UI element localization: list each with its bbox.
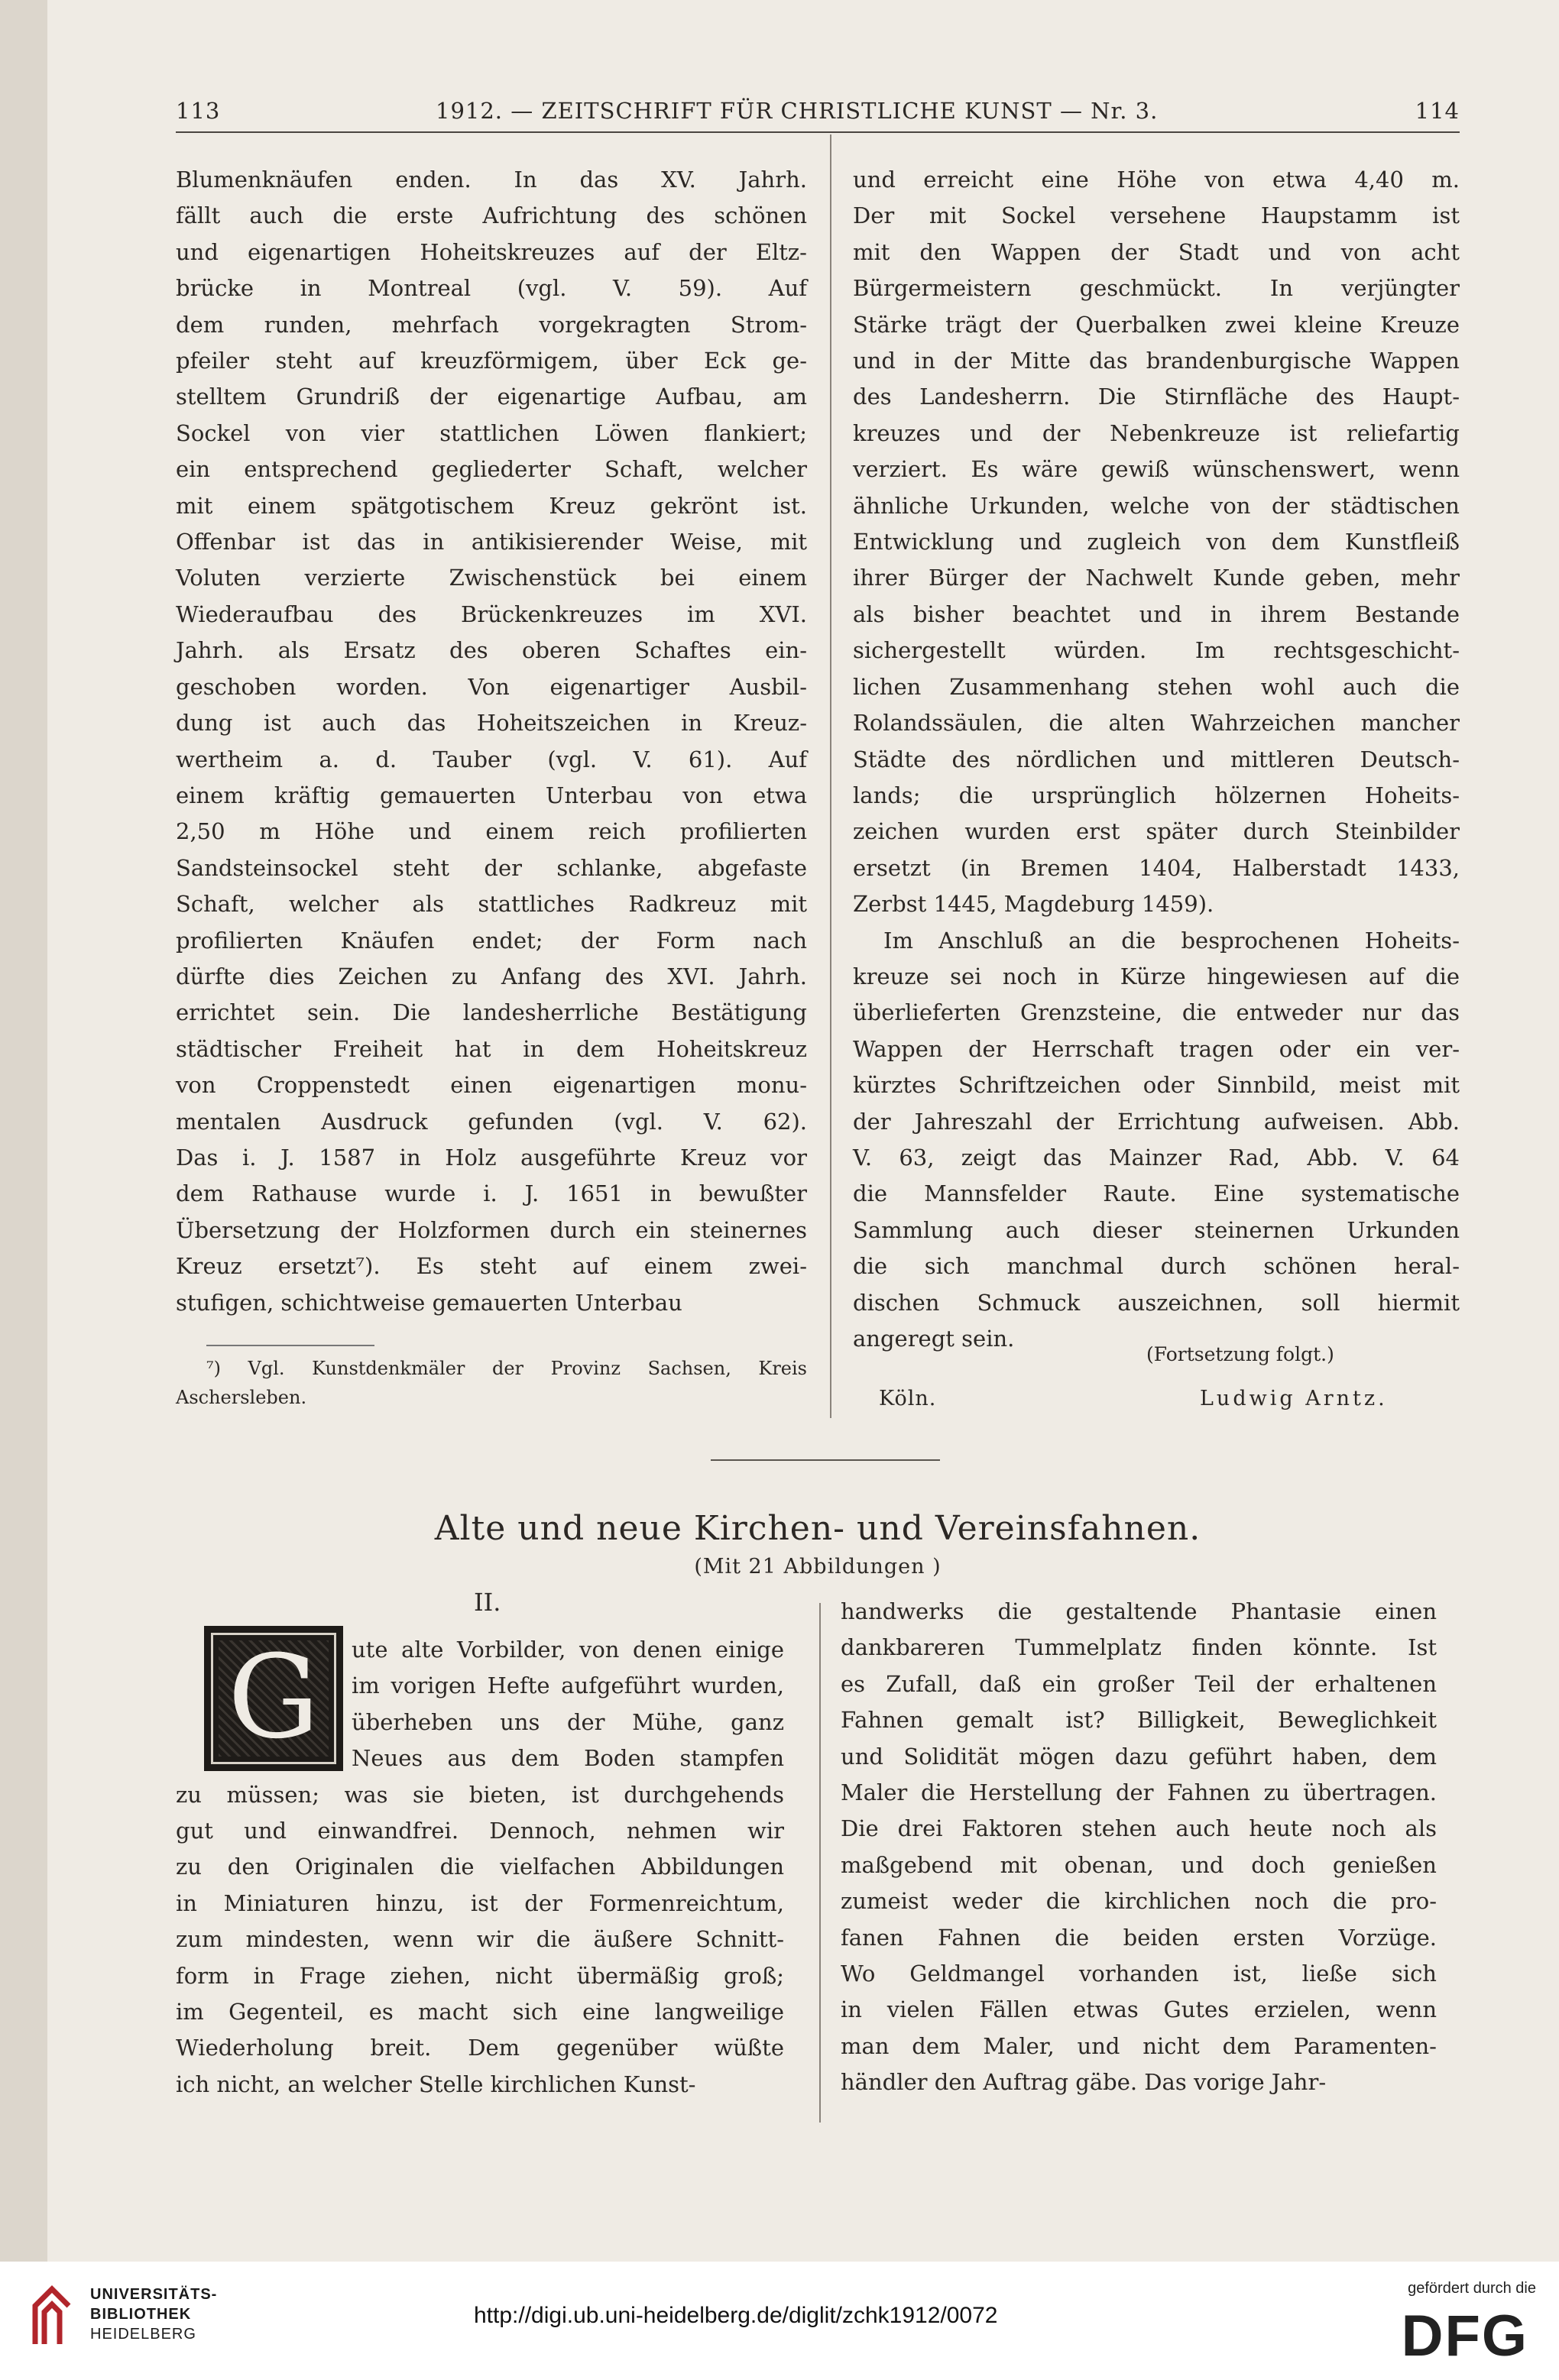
- text-line: Bürgermeistern geschmückt. In verjüngter: [853, 275, 1460, 302]
- text-line: Wiederholung breit. Dem gegenüber wüßte: [176, 2035, 784, 2061]
- text-line: handwerks die gestaltende Phantasie einen: [841, 1598, 1437, 1624]
- text-line: Kreuz ersetzt⁷). Es steht auf einem zwei-: [176, 1253, 807, 1280]
- header-rule: [176, 131, 1460, 133]
- text-line: zu müssen; was sie bieten, ist durchgehends: [176, 1781, 784, 1808]
- text-line: ersetzt (in Bremen 1404, Halberstadt 1433,: [853, 854, 1460, 881]
- article-title: Alte und neue Kirchen- und Vereinsfahnen.: [434, 1509, 1201, 1548]
- continued-note: (Fortsetzung folgt.): [1146, 1343, 1334, 1365]
- library-logo-icon: [29, 2283, 75, 2352]
- text-line: Zerbst 1445, Magdeburg 1459).: [853, 891, 1214, 918]
- text-line: Sandsteinsockel steht der schlanke, abgefaste: [176, 854, 807, 881]
- text-line: maßgebend mit obenan, und doch genießen: [841, 1851, 1437, 1878]
- text-line: Die drei Faktoren stehen auch heute noch als: [841, 1815, 1437, 1842]
- initial-letter: G: [228, 1631, 319, 1764]
- text-line: Rolandssäulen, die alten Wahrzeichen mancher: [853, 710, 1460, 737]
- column-right-upper: [853, 162, 1460, 1357]
- text-line: zumeist weder die kirchlichen noch die pro-: [841, 1888, 1437, 1915]
- text-line: stufigen, schichtweise gemauerten Unterbau: [176, 1289, 682, 1316]
- text-line: Wo Geldmangel vorhanden ist, ließe sich: [841, 1961, 1437, 1987]
- text-line: ich nicht, an welcher Stelle kirchlichen Kunst-: [176, 2071, 696, 2097]
- signature-author: Ludwig Arntz.: [1200, 1387, 1388, 1410]
- text-line: mentalen Ausdruck gefunden (vgl. V. 62).: [176, 1108, 807, 1135]
- text-line: der Jahreszahl der Errichtung aufweisen. Abb.: [853, 1108, 1460, 1135]
- column-left-lower: [176, 1632, 784, 2103]
- text-line: es Zufall, daß ein großer Teil der erhaltenen: [841, 1670, 1437, 1697]
- text-line: Wappen der Herrschaft tragen oder ein ver-: [853, 1035, 1460, 1062]
- text-line: man dem Maler, und nicht dem Paramenten-: [841, 2032, 1437, 2059]
- text-line: und in der Mitte das brandenburgische Wappen: [853, 348, 1460, 374]
- text-line: kreuzes und der Nebenkreuze ist reliefartig: [853, 419, 1460, 446]
- text-line: überlieferten Grenzsteine, die entweder nur das: [853, 999, 1460, 1026]
- page-number-left: 113: [176, 98, 221, 124]
- text-line: Im Anschluß an die besprochenen Hoheits-: [883, 927, 1460, 954]
- text-line: gut und einwandfrei. Dennoch, nehmen wir: [176, 1818, 784, 1844]
- text-line: ihrer Bürger der Nachwelt Kunde geben, mehr: [853, 565, 1460, 591]
- text-line: stelltem Grundriß der eigenartige Aufbau, am: [176, 384, 807, 410]
- text-line: sichergestellt würden. Im rechtsgeschicht-: [853, 637, 1460, 664]
- footnote: [176, 1354, 807, 1412]
- text-line: dung ist auch das Hoheitszeichen in Kreuz-: [176, 710, 807, 737]
- footnote-rule: [206, 1345, 374, 1346]
- text-line: die sich manchmal durch schönen heral-: [853, 1253, 1460, 1280]
- article-subtitle: (Mit 21 Abbildungen ): [694, 1555, 942, 1579]
- text-line: profilierten Knäufen endet; der Form nach: [176, 927, 807, 954]
- text-line: dem runden, mehrfach vorgekragten Strom-: [176, 311, 807, 338]
- text-line: Fahnen gemalt ist? Billigkeit, Beweglichkeit: [841, 1707, 1437, 1734]
- text-line: in Miniaturen hinzu, ist der Formenreichtum,: [176, 1889, 784, 1916]
- text-line: im vorigen Hefte aufgeführt wurden,: [352, 1672, 784, 1699]
- journal-title: 1912. — ZEITSCHRIFT FÜR CHRISTLICHE KUNST — Nr. 3.: [436, 98, 1159, 124]
- column-divider-lower: [819, 1603, 821, 2123]
- text-line: geschoben worden. Von eigenartiger Ausbil-: [176, 673, 807, 700]
- text-line: dischen Schmuck auszeichnen, soll hiermit: [853, 1289, 1460, 1316]
- text-line: ein entsprechend gegliederter Schaft, welcher: [176, 456, 807, 483]
- text-line: form in Frage ziehen, nicht übermäßig groß;: [176, 1962, 784, 1989]
- column-right-lower: [841, 1594, 1437, 2101]
- footnote-line: Aschersleben.: [176, 1387, 307, 1408]
- text-line: Der mit Sockel versehene Haupstamm ist: [853, 202, 1460, 229]
- text-line: dankbareren Tummelplatz finden könnte. Ist: [841, 1634, 1437, 1661]
- text-line: V. 63, zeigt das Mainzer Rad, Abb. V. 64: [853, 1144, 1460, 1171]
- library-name: UNIVERSITÄTS- BIBLIOTHEK HEIDELBERG: [90, 2286, 218, 2343]
- footnote-line: ⁷) Vgl. Kunstdenkmäler der Provinz Sachsen, Kreis: [206, 1358, 807, 1379]
- text-line: ute alte Vorbilder, von denen einige: [352, 1637, 784, 1663]
- column-divider: [830, 134, 831, 1418]
- text-line: Sammlung auch dieser steinernen Urkunden: [853, 1216, 1460, 1243]
- text-line: Wiederaufbau des Brückenkreuzes im XVI.: [176, 601, 807, 627]
- text-line: und Solidität mögen dazu geführt haben, dem: [841, 1743, 1437, 1770]
- text-line: errichtet sein. Die landesherrliche Bestätigung: [176, 999, 807, 1026]
- text-line: des Landesherrn. Die Stirnfläche des Haupt-: [853, 384, 1460, 410]
- text-line: 2,50 m Höhe und einem reich profilierten: [176, 818, 807, 845]
- text-line: mit den Wappen der Stadt und von acht: [853, 238, 1460, 265]
- permalink[interactable]: http://digi.ub.uni-heidelberg.de/diglit/zchk1912/0072: [474, 2303, 998, 2328]
- text-line: Sockel von vier stattlichen Löwen flankiert;: [176, 419, 807, 446]
- text-line: als bisher beachtet und in ihrem Bestande: [853, 601, 1460, 627]
- text-line: einem kräftig gemauerten Unterbau von etwa: [176, 782, 807, 808]
- text-line: die Mannsfelder Raute. Eine systematische: [853, 1180, 1460, 1207]
- text-line: Stärke trägt der Querbalken zwei kleine Kreuze: [853, 311, 1460, 338]
- dfg-logo: DFG: [1401, 2304, 1528, 2369]
- text-line: Übersetzung der Holzformen durch ein steinernes: [176, 1216, 807, 1243]
- text-line: und eigenartigen Hoheitskreuzes auf der Eltz-: [176, 238, 807, 265]
- text-line: zeichen wurden erst später durch Steinbilder: [853, 818, 1460, 845]
- text-line: verziert. Es wäre gewiß wünschenswert, wenn: [853, 456, 1460, 483]
- book-gutter: [0, 0, 49, 2262]
- text-line: fanen Fahnen die beiden ersten Vorzüge.: [841, 1924, 1437, 1951]
- signature-city: Köln.: [879, 1387, 937, 1410]
- text-line: Blumenknäufen enden. In das XV. Jahrh.: [176, 167, 807, 193]
- column-left-upper: [176, 162, 807, 1321]
- text-line: pfeiler steht auf kreuzförmigem, über Eck ge-: [176, 348, 807, 374]
- text-line: angeregt sein.: [853, 1326, 1015, 1352]
- running-header: [176, 98, 1460, 128]
- funding-label: gefördert durch die: [1408, 2280, 1536, 2297]
- digitization-footer: [0, 2262, 1559, 2380]
- text-line: und erreicht eine Höhe von etwa 4,40 m.: [853, 167, 1460, 193]
- text-line: dem Rathause wurde i. J. 1651 in bewußter: [176, 1180, 807, 1207]
- page-number-right: 114: [1415, 98, 1460, 124]
- text-line: Entwicklung und zugleich von dem Kunstfleiß: [853, 529, 1460, 555]
- text-line: händler den Auftrag gäbe. Das vorige Jahr-: [841, 2069, 1327, 2096]
- article-separator: [711, 1459, 940, 1461]
- text-line: ähnliche Urkunden, welche von der städtischen: [853, 492, 1460, 519]
- text-line: kreuze sei noch in Kürze hingewiesen auf die: [853, 963, 1460, 989]
- text-line: zum mindesten, wenn wir die äußere Schnitt-: [176, 1926, 784, 1953]
- text-line: im Gegenteil, es macht sich eine langweilige: [176, 1999, 784, 2025]
- text-line: in vielen Fällen etwas Gutes erzielen, wenn: [841, 1996, 1437, 2023]
- text-line: Das i. J. 1587 in Holz ausgeführte Kreuz vor: [176, 1144, 807, 1171]
- text-line: Neues aus dem Boden stampfen: [352, 1745, 784, 1772]
- text-line: zu den Originalen die vielfachen Abbildungen: [176, 1854, 784, 1880]
- text-line: überheben uns der Mühe, ganz: [352, 1708, 784, 1735]
- section-number: II.: [474, 1588, 501, 1617]
- text-line: Städte des nördlichen und mittleren Deutsch-: [853, 746, 1460, 772]
- text-line: Offenbar ist das in antikisierender Weise, mit: [176, 529, 807, 555]
- text-line: lands; die ursprünglich hölzernen Hoheits-: [853, 782, 1460, 808]
- text-line: dürfte dies Zeichen zu Anfang des XVI. Jahrh.: [176, 963, 807, 989]
- text-line: städtischer Freiheit hat in dem Hoheitskreuz: [176, 1035, 807, 1062]
- text-line: lichen Zusammenhang stehen wohl auch die: [853, 673, 1460, 700]
- text-line: kürztes Schriftzeichen oder Sinnbild, meist mit: [853, 1072, 1460, 1099]
- text-line: Maler die Herstellung der Fahnen zu übertragen.: [841, 1779, 1437, 1806]
- text-line: wertheim a. d. Tauber (vgl. V. 61). Auf: [176, 746, 807, 772]
- text-line: brücke in Montreal (vgl. V. 59). Auf: [176, 275, 807, 302]
- text-line: Voluten verzierte Zwischenstück bei einem: [176, 565, 807, 591]
- text-line: Jahrh. als Ersatz des oberen Schaftes ein-: [176, 637, 807, 664]
- text-line: von Croppenstedt einen eigenartigen monu-: [176, 1072, 807, 1099]
- text-line: mit einem spätgotischem Kreuz gekrönt ist.: [176, 492, 807, 519]
- text-line: Schaft, welcher als stattliches Radkreuz mit: [176, 891, 807, 918]
- text-line: fällt auch die erste Aufrichtung des schönen: [176, 202, 807, 229]
